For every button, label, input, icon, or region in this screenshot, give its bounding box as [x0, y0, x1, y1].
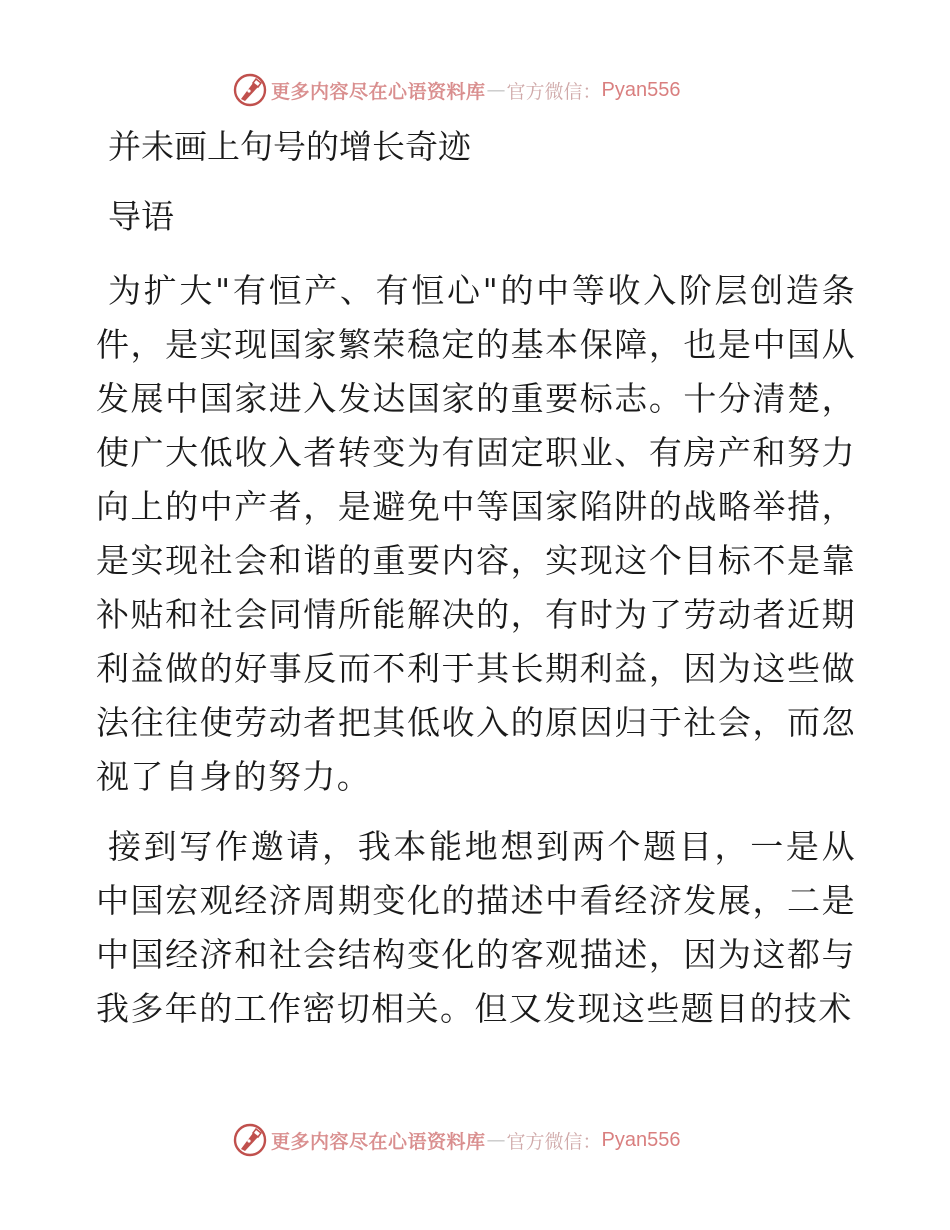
document-body [96, 124, 856, 1036]
banner-dash: — [486, 79, 506, 101]
banner-official-label: 官方微信： [506, 1130, 602, 1153]
pen-nib-logo-icon [233, 73, 267, 107]
banner-official-label: 官方微信： [506, 80, 602, 103]
footer-banner [233, 1122, 681, 1158]
banner-site-name: 更多内容尽在心语资料库 [271, 80, 486, 103]
header-banner [233, 72, 681, 108]
banner-dash: — [486, 1129, 506, 1151]
banner-site-name: 更多内容尽在心语资料库 [271, 1130, 486, 1153]
paragraph-1: 为扩大"有恒产、有恒心"的中等收入阶层创造条件，是实现国家繁荣稳定的基本保障，也是中国从发展中国家进入发达国家的重要标志。十分清楚，使广大低收入者转变为有固定职业、有房产和努力向上的中产者，是避免中等国家陷阱的战略举措，是实现社会和谐的重要内容，实现这个目标不是靠补贴和社会同情所能解决的，有时为了劳动者近期利益做的好事反而不利于其长期利益，因为这些做法往往使劳动者把其低收入的原因归于社会，而忽视了自身的努力。 [96, 271, 856, 796]
banner-wechat-handle: Pyan556 [601, 78, 681, 101]
document-title: 并未画上句号的增长奇迹 [108, 127, 471, 166]
intro-heading: 导语 [108, 197, 174, 236]
pen-nib-logo-icon [233, 1123, 267, 1157]
banner-wechat-handle: Pyan556 [601, 1128, 681, 1151]
paragraph-2: 接到写作邀请，我本能地想到两个题目，一是从中国宏观经济周期变化的描述中看经济发展，二是中国经济和社会结构变化的客观描述，因为这都与我多年的工作密切相关。但又发现这些题目的技术 [96, 827, 856, 1028]
